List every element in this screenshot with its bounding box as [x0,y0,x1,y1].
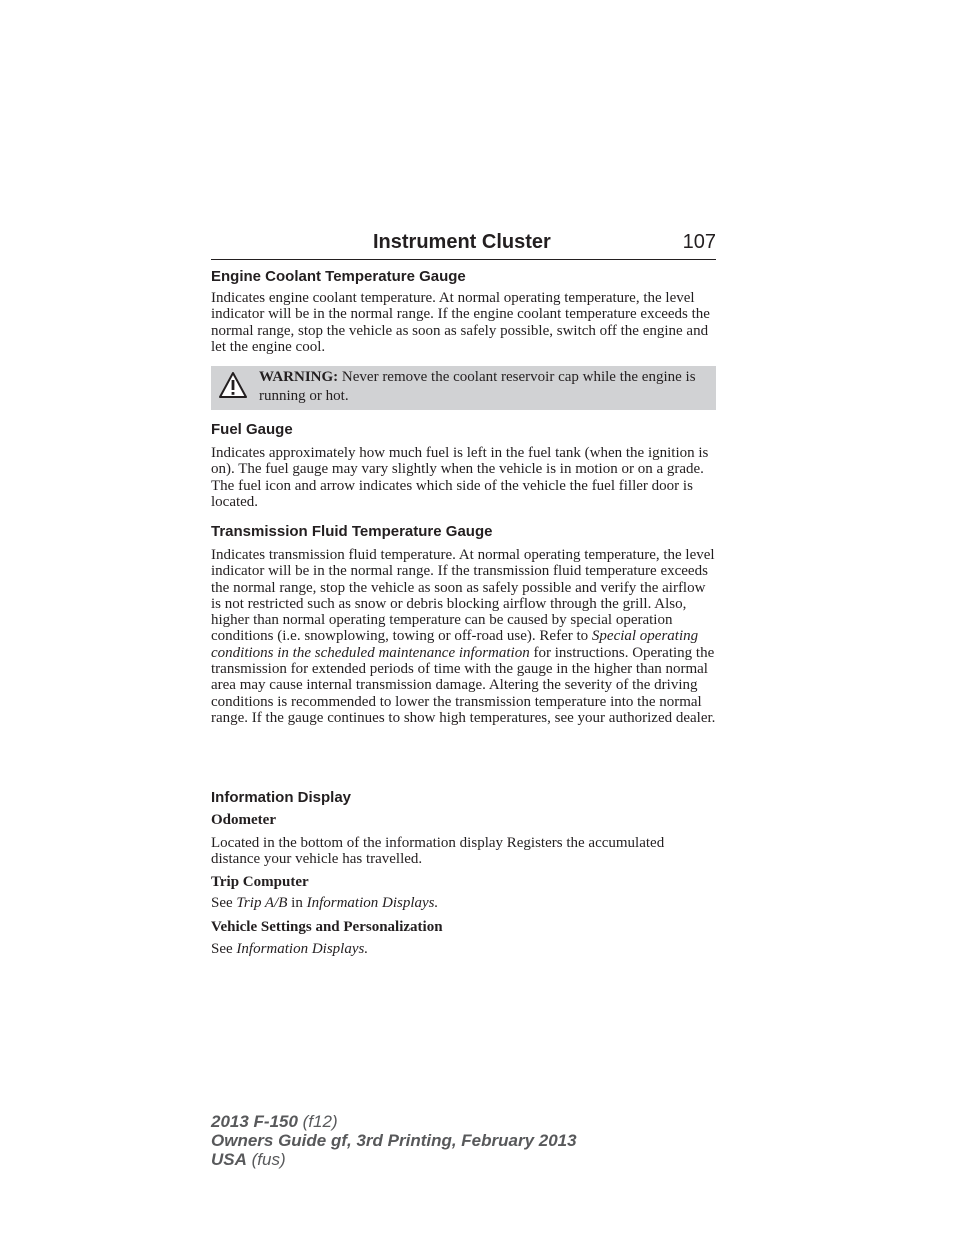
paragraph-trip-computer [211,895,716,911]
warning-text [259,368,709,406]
warning-message: Never remove the coolant reservoir cap while the engine is running or hot. [259,369,696,404]
heading-transmission-gauge: Transmission Fluid Temperature Gauge [211,523,493,540]
footer-market: USA [211,1150,247,1169]
footer-model: 2013 F-150 [211,1112,298,1131]
transmission-text-2: for instructions. Operating the transmission for extended periods of time with the gauge in the higher than normal area may cause internal transmission damage. Altering the severity of the driving conditions is recommended to lower the transmission temperature into the normal range. If the gauge continues to show high temperatures, see your authorized dealer. [211,644,716,726]
heading-odometer: Odometer [211,812,276,828]
trip-see: See [211,895,237,911]
transmission-reference: Special operating conditions in the scheduled maintenance information [211,628,699,661]
warning-triangle-icon [218,371,248,399]
paragraph-fuel-gauge: Indicates approximately how much fuel is left in the fuel tank (when the ignition is on). The fuel gauge may vary slightly when the vehicle is in motion or on a grade. The fuel icon and arrow indicates which side of the vehicle the fuel filler door is located. [211,445,709,510]
trip-reference-trip-ab: Trip A/B [236,895,288,911]
vehicle-settings-reference: Information Displays [236,941,365,957]
paragraph-vehicle-settings [211,941,716,957]
paragraph-odometer: Located in the bottom of the information display Registers the accumulated distance your vehicle has travelled. [211,835,665,868]
page-number: 107 [682,231,716,253]
heading-trip-computer: Trip Computer [211,874,309,890]
paragraph-transmission-gauge [211,547,716,726]
warning-box [211,366,716,410]
header-title: Instrument Cluster [373,231,551,253]
trip-reference-info-displays: Information Displays [306,895,435,911]
footer-guide-line [211,1131,577,1150]
paragraph-coolant-gauge: Indicates engine coolant temperature. At normal operating temperature, the level indicator will be in the normal range. If the engine coolant temperature exceeds the normal range, stop the vehicle as soon as safely possible, switch off the engine and let the engine cool. [211,290,710,355]
vehicle-settings-see: See [211,941,237,957]
footer-market-line [211,1150,577,1169]
footer-model-code: (f12) [297,1112,338,1131]
trip-period: . [434,895,439,911]
transmission-text-1: Indicates transmission fluid temperature. At normal operating temperature, the level indicator will be in the normal range. If the transmission fluid temperature exceeds the normal range, stop the vehicle as soon as safely possible and verify the airflow is not restricted such as snow or debris blocking airflow through the grill. Also, higher than normal operating temperature can be caused by special operation conditions (i.e. snowplowing, towing or off-road use). Refer to [211,547,715,645]
footer-market-code: (fus) [246,1150,286,1169]
vehicle-settings-period: . [364,941,369,957]
heading-coolant-gauge: Engine Coolant Temperature Gauge [211,268,466,285]
heading-information-display: Information Display [211,789,352,806]
heading-vehicle-settings: Vehicle Settings and Personalization [211,919,443,935]
page-footer [211,1112,577,1169]
warning-label: WARNING: [259,369,339,385]
heading-fuel-gauge: Fuel Gauge [211,421,293,438]
footer-model-line [211,1112,577,1131]
page-header [211,229,716,260]
trip-in: in [287,895,307,911]
footer-guide: Owners Guide gf, 3rd Printing, February 2013 [211,1131,577,1150]
